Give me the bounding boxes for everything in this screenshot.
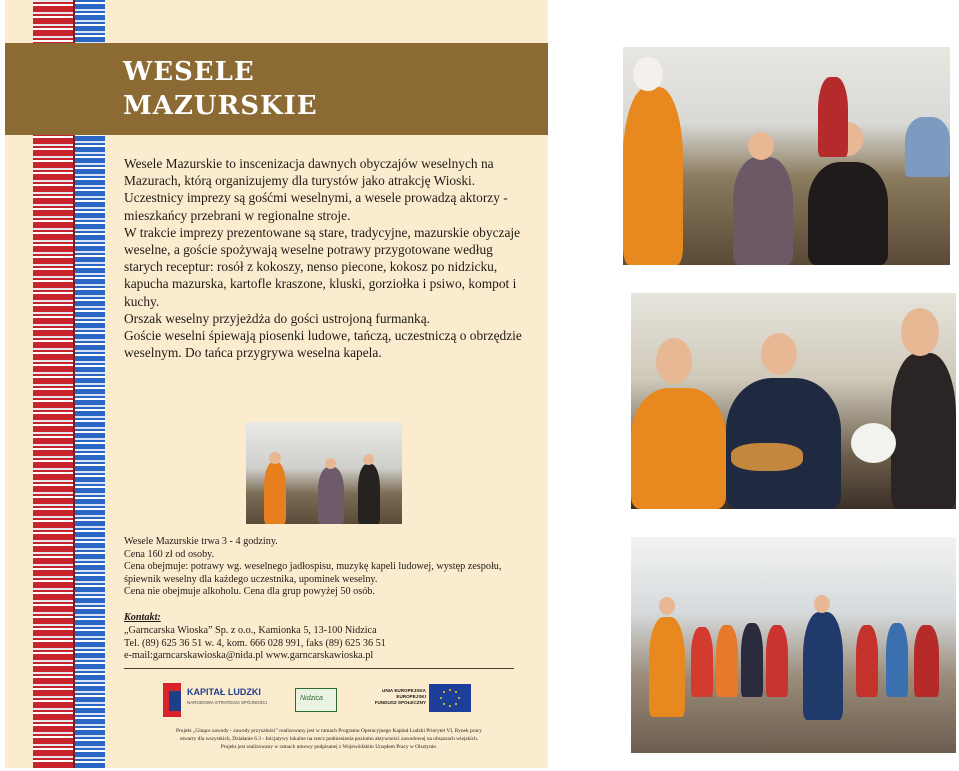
info-line: Wesele Mazurskie trwa 3 - 4 godziny.: [124, 536, 278, 547]
description-text: [124, 155, 532, 361]
description-paragraph: Orszak weselny przyjeżdża do gości ustrojoną furmanką.: [124, 310, 431, 326]
local-partner-logo: Nidzica: [295, 688, 337, 712]
eu-flag-icon: [429, 684, 471, 712]
kapital-ludzki-label: KAPITAŁ LUDZKI: [187, 687, 261, 697]
description-paragraph: Wesele Mazurskie to inscenizacja dawnych obyczajów weselnych na Mazurach, którą organizujemy dla turystów jako atrakcję Wioski. Uczestnicy imprezy są gośćmi weselnymi, a wesele prowadzą aktorzy - mieszkańcy przebrani w regionalne stroje.: [124, 156, 508, 223]
wedding-photo-bread: [631, 293, 956, 509]
footer-line: Projekt jest realizowany w ramach umowy podpisanej z Wojewódzkim Urzędem Pracy w Olsztynie.: [220, 744, 438, 750]
eu-fund-label: UNIA EUROPEJSKA EUROPEJSKI FUNDUSZ SPOŁECZNY: [374, 688, 426, 705]
contact-line: „Garncarska Wioska” Sp. z o.o., Kamionka 5, 13-100 Nidzica: [124, 625, 377, 636]
wedding-photo-dance: [631, 537, 956, 753]
contact-line: Tel. (89) 625 36 51 w. 4, kom. 666 028 991, faks (89) 625 36 51: [124, 637, 386, 649]
footer-line: otwarty dla wszystkich, Działanie 6.3 - Inicjatywy lokalne na rzecz podniesienia poziomu aktywności zawodowej na obszarach wiejskich.: [179, 736, 479, 742]
info-line: Cena 160 zł od osoby.: [124, 548, 215, 560]
contact-heading: Kontakt:: [124, 612, 161, 623]
info-line: Cena obejmuje: potrawy wg. weselnego jadłospisu, muzykę kapeli ludowej, występ zespołu, śpiewnik weselny dla każdego uczestnika, upominek weselny.: [124, 561, 502, 585]
contact-block: [124, 625, 534, 663]
description-paragraph: Goście weselni śpiewają piosenki ludowe, tańczą, uczestniczą o obrzędzie weselnym. Do tańca przygrywa weselna kapela.: [124, 328, 522, 361]
footer-line: Projekt „Ginące zawody - zawody przyszłości” realizowany jest w ramach Programu Operacyjnego Kapitał Ludzki Priorytet VI, Rynek pracy: [176, 728, 482, 734]
description-paragraph: W trakcie imprezy prezentowane są stare, tradycyjne, mazurskie obyczaje weselne, a goście spożywają weselne potrawy przygotowane według starych receptur: rosół z kokoszy, nenso piecone, kokosz po nidzicku, kapucha mazurska, kartofle kraszone, kluski, gorziołka i psiwo, kompot i kuchy.: [124, 224, 521, 309]
contact-line: e-mail:garncarskawioska@nida.pl www.garncarskawioska.pl: [124, 650, 374, 662]
info-line: Cena nie obejmuje alkoholu. Cena dla grup powyżej 50 osób.: [124, 586, 375, 598]
project-footer: [124, 727, 534, 751]
page-title: WESELE MAZURSKIE: [123, 57, 318, 121]
leaflet-page: [5, 0, 548, 768]
event-info: [124, 536, 534, 599]
kapital-ludzki-sublabel: NARODOWA STRATEGIA SPÓJNOŚCI: [187, 700, 268, 705]
wedding-photo-greeting: [623, 47, 950, 265]
kapital-ludzki-logo: [163, 683, 268, 717]
wedding-photo-small: [246, 422, 402, 524]
divider: [124, 668, 514, 669]
